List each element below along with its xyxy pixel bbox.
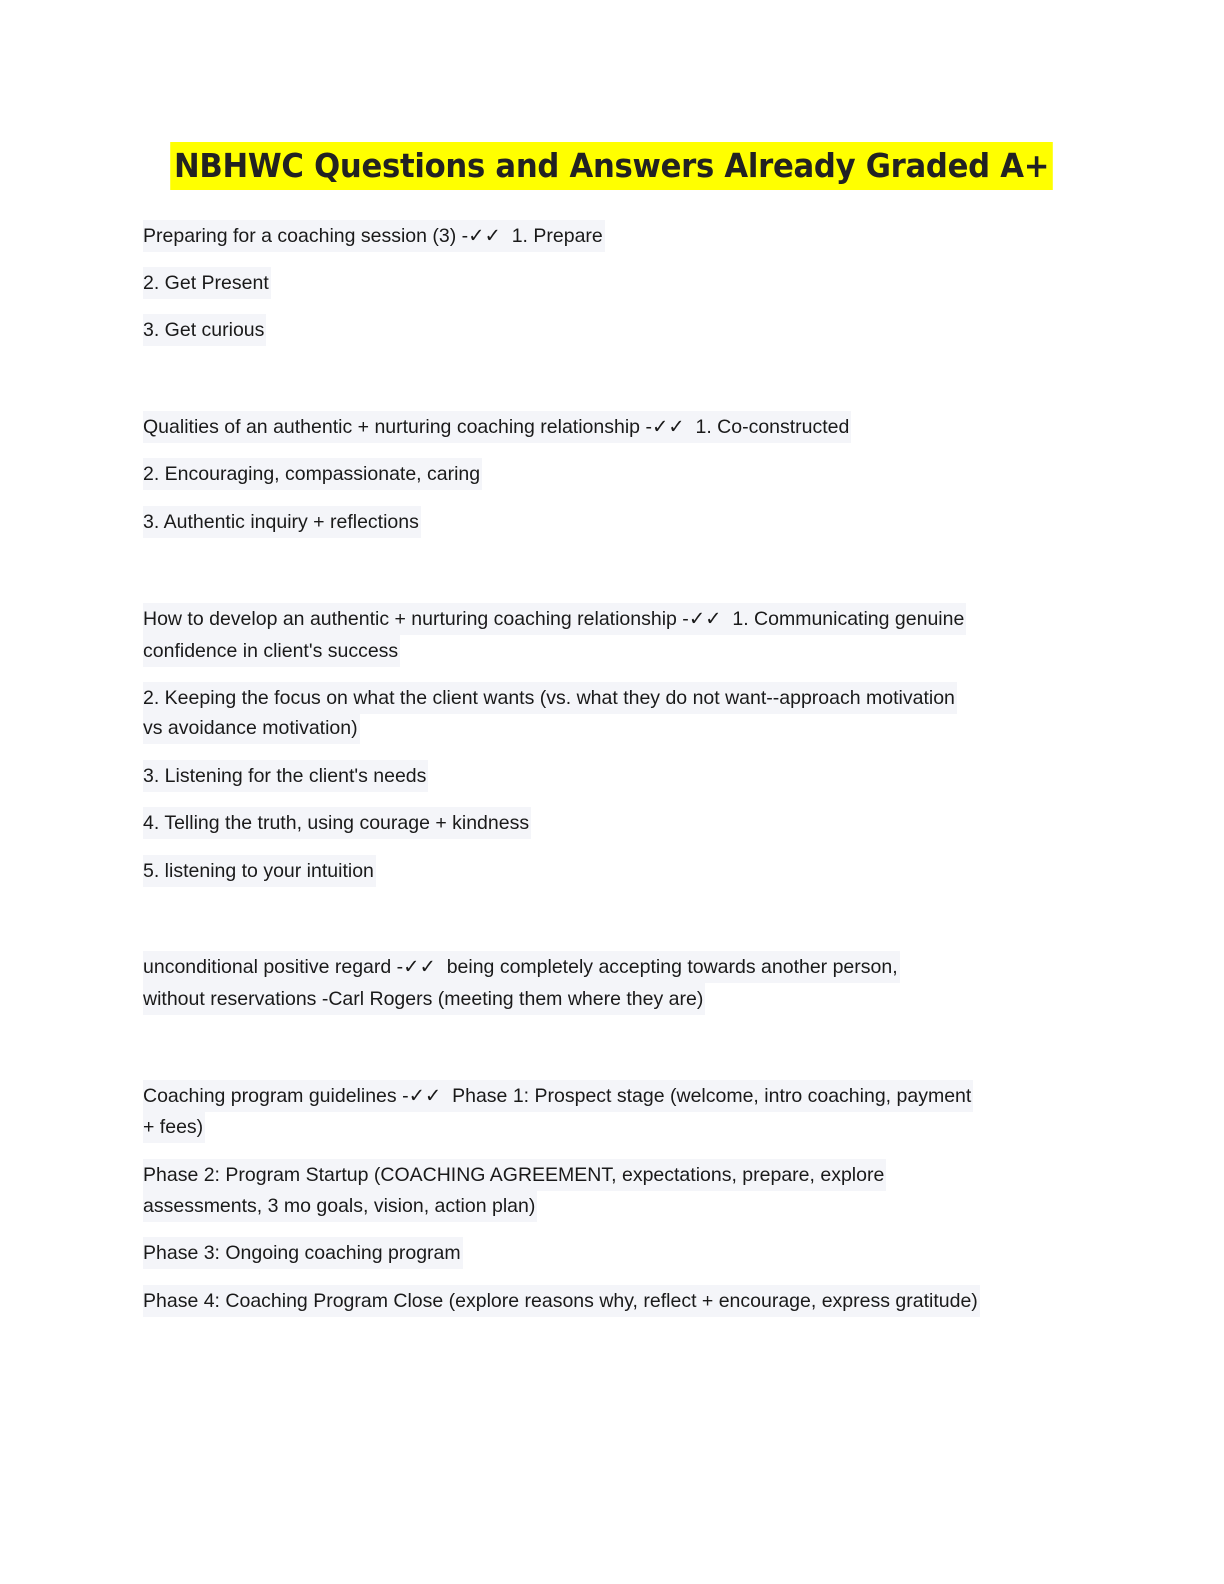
question-line (143, 220, 605, 252)
document-title: NBHWC Questions and Answers Already Graded A+ (171, 142, 1054, 190)
answer-line: Phase 3: Ongoing coaching program (143, 1237, 463, 1269)
answer-text: 1. Communicating genuine (732, 608, 965, 630)
double-check-icon: ✓✓ (408, 1085, 442, 1107)
question-line (143, 603, 966, 635)
answer-line: 3. Get curious (143, 314, 266, 346)
answer-line: + fees) (143, 1111, 205, 1143)
answer-line: vs avoidance motivation) (143, 712, 360, 744)
question-text: unconditional positive regard - (143, 956, 404, 978)
answer-line: Phase 4: Coaching Program Close (explore reasons why, reflect + encourage, express gratitude) (143, 1285, 980, 1317)
answer-line: 3. Listening for the client's needs (143, 760, 428, 792)
answer-line: 4. Telling the truth, using courage + kindness (143, 807, 531, 839)
question-line (143, 411, 851, 443)
answer-text: Phase 1: Prospect stage (welcome, intro coaching, payment (452, 1085, 972, 1107)
question-text: How to develop an authentic + nurturing coaching relationship - (143, 608, 689, 630)
answer-line: without reservations -Carl Rogers (meeting them where they are) (143, 983, 705, 1015)
title-wrapper (0, 142, 1224, 190)
answer-line: 2. Encouraging, compassionate, caring (143, 458, 482, 490)
double-check-icon: ✓✓ (403, 956, 436, 978)
question-text: Coaching program guidelines - (143, 1085, 409, 1107)
answer-line: confidence in client's success (143, 635, 400, 667)
question-text: Preparing for a coaching session (3) - (143, 225, 469, 247)
double-check-icon: ✓✓ (651, 416, 685, 438)
answer-text: being completely accepting towards another person, (446, 956, 898, 978)
answer-line: assessments, 3 mo goals, vision, action plan) (143, 1190, 537, 1222)
answer-text: 1. Co-constructed (695, 416, 850, 438)
double-check-icon: ✓✓ (688, 608, 722, 630)
answer-line: Phase 2: Program Startup (COACHING AGREEMENT, expectations, prepare, explore (143, 1159, 886, 1191)
question-line (143, 1080, 973, 1112)
answer-line: 5. listening to your intuition (143, 855, 376, 887)
answer-text: 1. Prepare (511, 225, 603, 247)
question-line (143, 951, 900, 983)
answer-line: 3. Authentic inquiry + reflections (143, 506, 421, 538)
question-text: Qualities of an authentic + nurturing coaching relationship - (143, 416, 652, 438)
answer-line: 2. Keeping the focus on what the client wants (vs. what they do not want--approach motivation (143, 682, 957, 714)
double-check-icon: ✓✓ (468, 225, 501, 247)
answer-line: 2. Get Present (143, 267, 271, 299)
